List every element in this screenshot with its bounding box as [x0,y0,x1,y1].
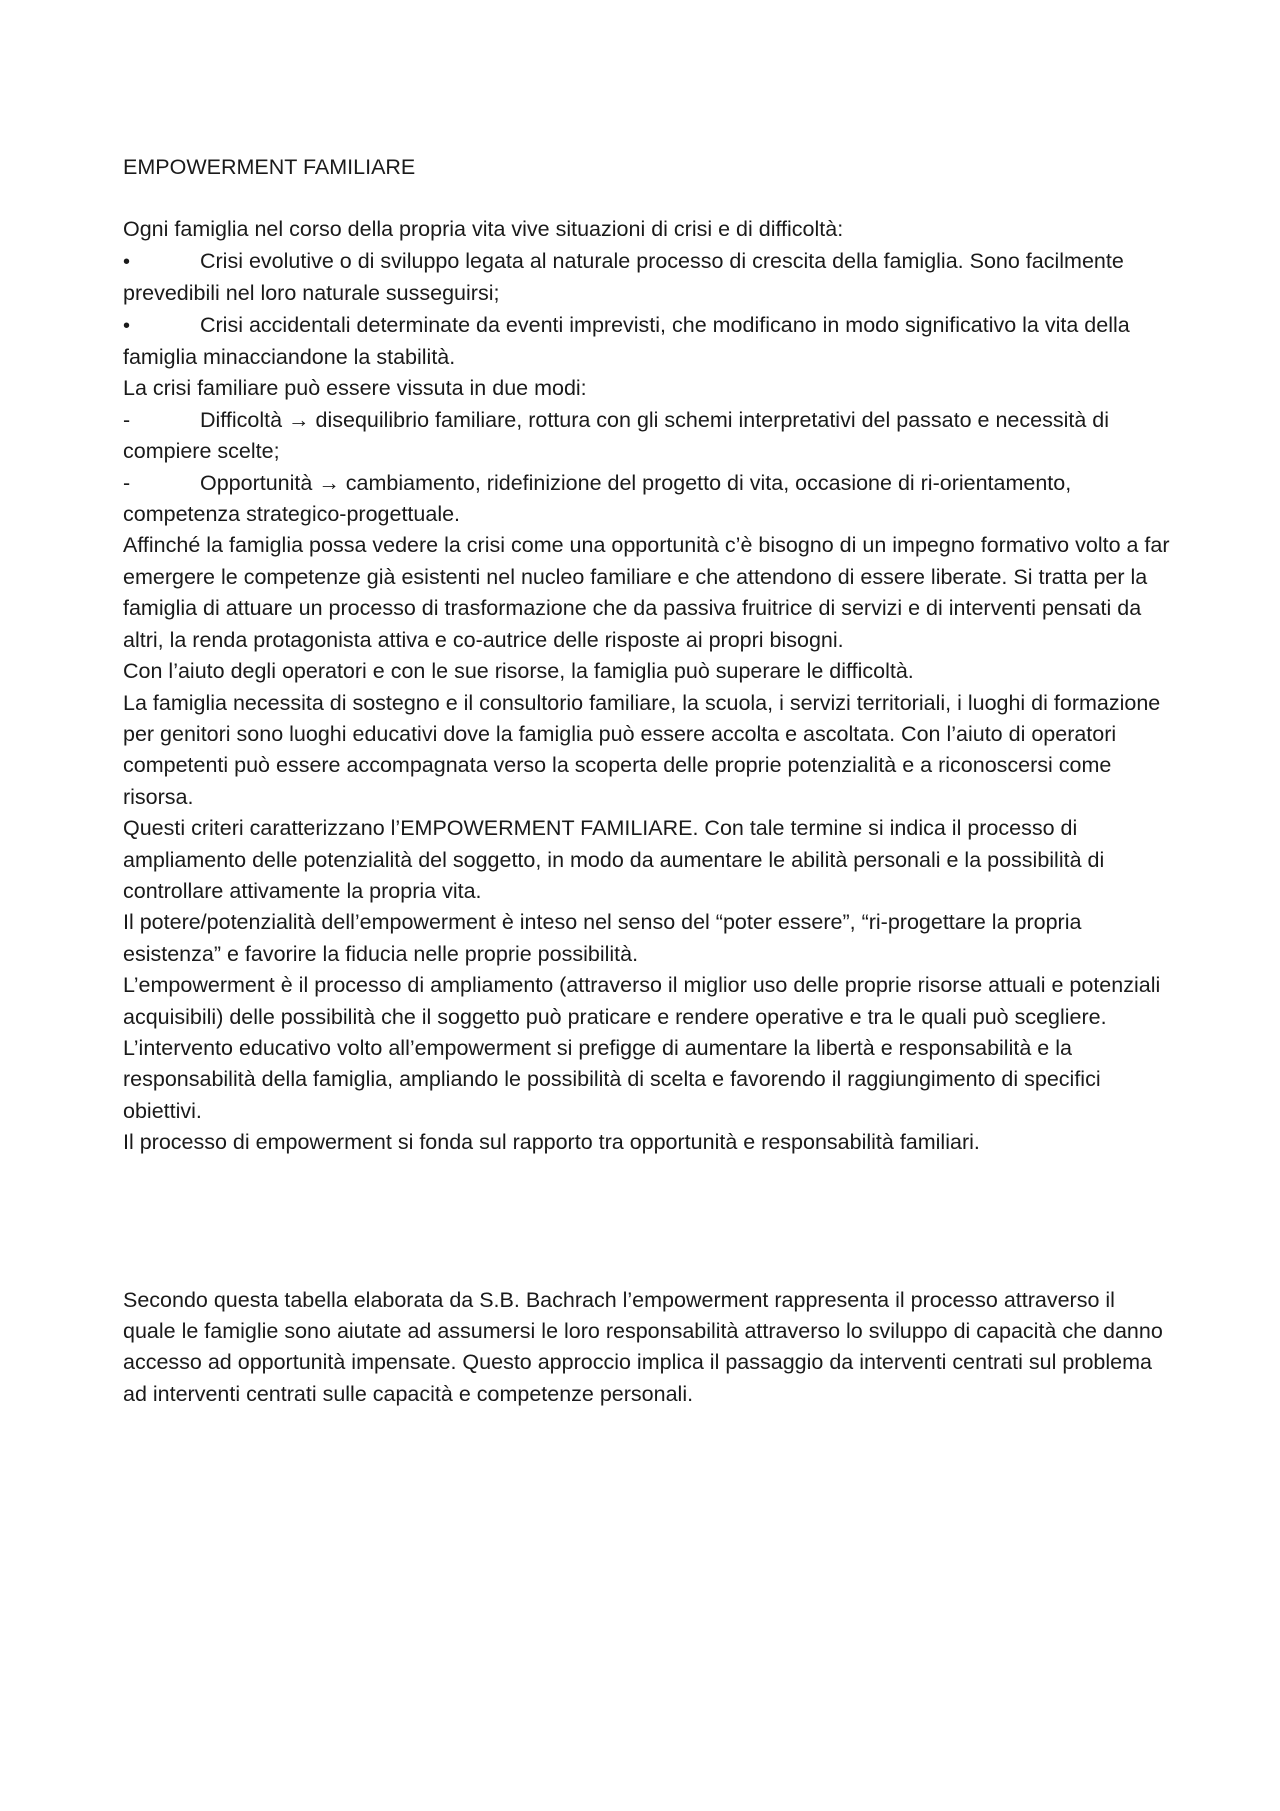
body-paragraph: Con l’aiuto degli operatori e con le sue risorse, la famiglia può superare le difficoltà. [123,659,914,684]
modes-intro-paragraph: La crisi familiare può essere vissuta in due modi: [123,376,587,401]
dash-marker: - [123,470,131,495]
bullet-icon: • [123,250,131,273]
list-item-text: Crisi evolutive o di sviluppo legata al naturale processo di crescita della famiglia. Sono facilmente prevedibili nel loro naturale susseguirsi; [123,248,1124,306]
body-paragraph: La famiglia necessita di sostegno e il consultorio familiare, la scuola, i servizi territoriali, i luoghi di formazione per genitori sono luoghi educativi dove la famiglia può essere accolta e ascoltata. Con l’aiuto di operatori competenti può essere accompagnata verso la scoperta delle proprie potenzialità e a riconoscersi come risorsa. [123,690,1161,809]
list-item [123,405,1173,468]
document-page [123,152,1173,1410]
body-paragraph: Questi criteri caratterizzano l’EMPOWERMENT FAMILIARE. Con tale termine si indica il processo di ampliamento delle potenzialità del soggetto, in modo da aumentare le abilità personali e la possibilità di controllare attivamente la propria vita. [123,816,1105,903]
intro-paragraph: Ogni famiglia nel corso della propria vita vive situazioni di crisi e di difficoltà: [123,217,844,242]
body-paragraph: Il potere/potenzialità dell’empowerment è inteso nel senso del “poter essere”, “ri-progettare la propria esistenza” e favorire la fiducia nelle proprie possibilità. [123,910,1082,966]
list-item [123,468,1173,531]
closing-paragraph: Secondo questa tabella elaborata da S.B. Bachrach l’empowerment rappresenta il processo attraverso il quale le famiglie sono aiutate ad assumersi le loro responsabilità attraverso lo sviluppo di capacità che danno accesso ad opportunità impensate. Questo approccio implica il passaggio da interventi centrati sul problema ad interventi centrati sulle capacità e competenze personali. [123,1287,1163,1406]
body-paragraph: Il processo di empowerment si fonda sul rapporto tra opportunità e responsabilità familiari. [123,1130,980,1155]
body-paragraph: Affinché la famiglia possa vedere la crisi come una opportunità c’è bisogno di un impegno formativo volto a far emergere le competenze già esistenti nel nucleo familiare e che attendono di essere liberate. Si tratta per la famiglia di attuare un processo di trasformazione che da passiva fruitrice di servizi e di interventi pensati da altri, la renda protagonista attiva e co-autrice delle risposte ai propri bisogni. [123,533,1170,652]
list-item-text: Opportunità → cambiamento, ridefinizione del progetto di vita, occasione di ri-orientamento, competenza strategico-progettuale. [123,470,1072,527]
body-paragraph: L’empowerment è il processo di ampliamento (attraverso il miglior uso delle proprie risorse attuali e potenziali acquisibili) delle possibilità che il soggetto può praticare e rendere operative e tra le quali può scegliere. [123,973,1161,1029]
bullet-icon: • [123,314,131,337]
list-item [123,246,1173,310]
document-title: EMPOWERMENT FAMILIARE [123,155,416,179]
dash-marker: - [123,407,131,432]
list-item-text: Crisi accidentali determinate da eventi imprevisti, che modificano in modo significativo la vita della famiglia minacciandone la stabilità. [123,312,1130,370]
body-paragraph: L’intervento educativo volto all’empowerment si prefigge di aumentare la libertà e responsabilità e la responsabilità della famiglia, ampliando le possibilità di scelta e favorendo il raggiungimento di specifici obiettivi. [123,1035,1101,1123]
spacer [123,1159,1173,1285]
list-item [123,310,1173,374]
list-item-text: Difficoltà → disequilibrio familiare, rottura con gli schemi interpretativi del passato e necessità di compiere scelte; [123,407,1109,464]
